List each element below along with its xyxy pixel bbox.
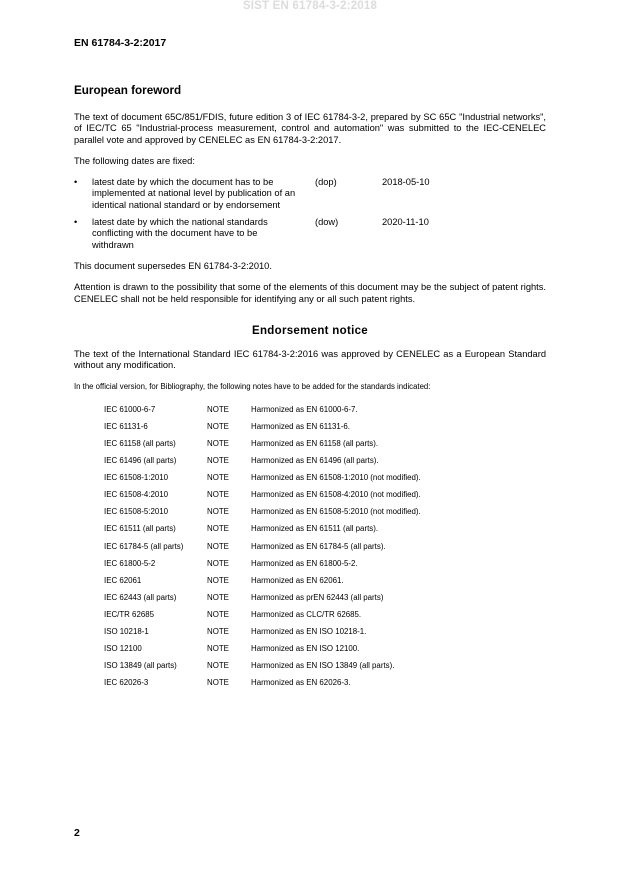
patent-notice: Attention is drawn to the possibility that some of the elements of this document may be the subject of patent rights. CENELEC shall not be held responsible for identifying any or all such patent rights.: [74, 282, 546, 304]
note-label: NOTE: [207, 404, 229, 414]
standard-ref: IEC/TR 62685: [104, 609, 154, 619]
note-label: NOTE: [207, 678, 229, 688]
note-label: NOTE: [207, 524, 229, 534]
table-row: [104, 592, 546, 609]
date-value: 2020-11-10: [382, 217, 429, 228]
note-label: NOTE: [207, 661, 229, 671]
standard-ref: IEC 61508-4:2010: [104, 490, 169, 500]
standard-ref: IEC 61511 (all parts): [104, 524, 176, 534]
date-description: latest date by which the document has to be implemented at national level by publication of an identical national standard or by endorsement: [92, 177, 296, 210]
dates-list: [74, 177, 546, 251]
harmonized-text: Harmonized as EN 61800-5-2.: [251, 558, 358, 568]
table-row: [104, 523, 546, 540]
harmonized-text: Harmonized as EN 61511 (all parts).: [251, 524, 379, 534]
note-label: NOTE: [207, 438, 229, 448]
note-label: NOTE: [207, 626, 229, 636]
standard-ref: IEC 61800-5-2: [104, 558, 156, 568]
harmonized-text: Harmonized as EN 62026-3.: [251, 678, 351, 688]
list-item: [74, 177, 546, 211]
supersedes-note: This document supersedes EN 61784-3-2:2010.: [74, 260, 272, 271]
table-row: [104, 677, 546, 694]
harmonized-text: Harmonized as EN ISO 10218-1.: [251, 626, 367, 636]
harmonized-text: Harmonized as EN 61496 (all parts).: [251, 456, 379, 466]
note-label: NOTE: [207, 541, 229, 551]
date-description: latest date by which the national standards conflicting with the document have to be withdrawn: [92, 217, 268, 250]
table-row: [104, 489, 546, 506]
standard-ref: IEC 61158 (all parts): [104, 438, 176, 448]
notes-table: [104, 404, 546, 695]
harmonized-text: Harmonized as EN ISO 13849 (all parts).: [251, 661, 395, 671]
note-label: NOTE: [207, 421, 229, 431]
standard-ref: IEC 61784-5 (all parts): [104, 541, 184, 551]
note-label: NOTE: [207, 644, 229, 654]
table-row: [104, 541, 546, 558]
note-label: NOTE: [207, 592, 229, 602]
table-row: [104, 438, 546, 455]
foreword-intro: The text of document 65C/851/FDIS, future edition 3 of IEC 61784-3-2, prepared by SC 65C "Industrial networks", of IEC/TC 65 "Industrial-process measurement, control and automation" was submitted to the IEC-CENELEC parallel vote and approved by CENELEC as EN 61784-3-2:2017.: [74, 112, 546, 145]
date-code: (dow): [315, 217, 339, 228]
table-row: [104, 626, 546, 643]
standard-ref: IEC 61496 (all parts): [104, 456, 177, 466]
document-id: EN 61784-3-2:2017: [74, 37, 167, 49]
harmonized-text: Harmonized as EN 61158 (all parts).: [251, 438, 379, 448]
harmonized-text: Harmonized as EN 61508-4:2010 (not modified).: [251, 490, 421, 500]
standard-ref: IEC 62443 (all parts): [104, 592, 177, 602]
bibliography-intro: In the official version, for Bibliography, the following notes have to be added for the standards indicated:: [74, 381, 431, 391]
page-number: 2: [74, 827, 80, 839]
note-label: NOTE: [207, 558, 229, 568]
standard-ref: ISO 13849 (all parts): [104, 661, 177, 671]
date-code: (dop): [315, 177, 337, 188]
standard-ref: ISO 10218-1: [104, 626, 149, 636]
table-row: [104, 558, 546, 575]
note-label: NOTE: [207, 507, 229, 517]
endorsement-text: The text of the International Standard IEC 61784-3-2:2016 was approved by CENELEC as a European Standard without any modification.: [74, 349, 546, 371]
table-row: [104, 455, 546, 472]
bullet: •: [74, 177, 78, 188]
standard-ref: IEC 61508-1:2010: [104, 473, 169, 483]
harmonized-text: Harmonized as EN 61508-5:2010 (not modified).: [251, 507, 421, 517]
table-row: [104, 660, 546, 677]
standard-ref: ISO 12100: [104, 644, 142, 654]
foreword-title: European foreword: [74, 84, 182, 97]
harmonized-text: Harmonized as EN 61131-6.: [251, 421, 350, 431]
harmonized-text: Harmonized as EN 61784-5 (all parts).: [251, 541, 386, 551]
harmonized-text: Harmonized as EN ISO 12100.: [251, 644, 360, 654]
note-label: NOTE: [207, 575, 229, 585]
harmonized-text: Harmonized as EN 61508-1:2010 (not modified).: [251, 473, 421, 483]
harmonized-text: Harmonized as prEN 62443 (all parts): [251, 592, 384, 602]
page-content: [74, 84, 546, 694]
date-value: 2018-05-10: [382, 177, 430, 188]
table-row: [104, 472, 546, 489]
endorsement-title: Endorsement notice: [252, 324, 368, 337]
table-row: [104, 609, 546, 626]
note-label: NOTE: [207, 609, 229, 619]
table-row: [104, 421, 546, 438]
table-row: [104, 404, 546, 421]
note-label: NOTE: [207, 473, 229, 483]
dates-intro: The following dates are fixed:: [74, 155, 195, 166]
harmonized-text: Harmonized as CLC/TR 62685.: [251, 609, 362, 619]
standard-ref: IEC 61000-6-7: [104, 404, 156, 414]
standard-ref: IEC 61508-5:2010: [104, 507, 169, 517]
list-item: [74, 217, 546, 251]
table-row: [104, 643, 546, 660]
watermark: SIST EN 61784-3-2:2018: [242, 0, 378, 12]
harmonized-text: Harmonized as EN 61000-6-7.: [251, 404, 358, 414]
harmonized-text: Harmonized as EN 62061.: [251, 575, 344, 585]
bullet: •: [74, 217, 78, 228]
note-label: NOTE: [207, 490, 229, 500]
note-label: NOTE: [207, 456, 229, 466]
standard-ref: IEC 61131-6: [104, 421, 148, 431]
standard-ref: IEC 62061: [104, 575, 142, 585]
table-row: [104, 575, 546, 592]
table-row: [104, 506, 546, 523]
standard-ref: IEC 62026-3: [104, 678, 149, 688]
